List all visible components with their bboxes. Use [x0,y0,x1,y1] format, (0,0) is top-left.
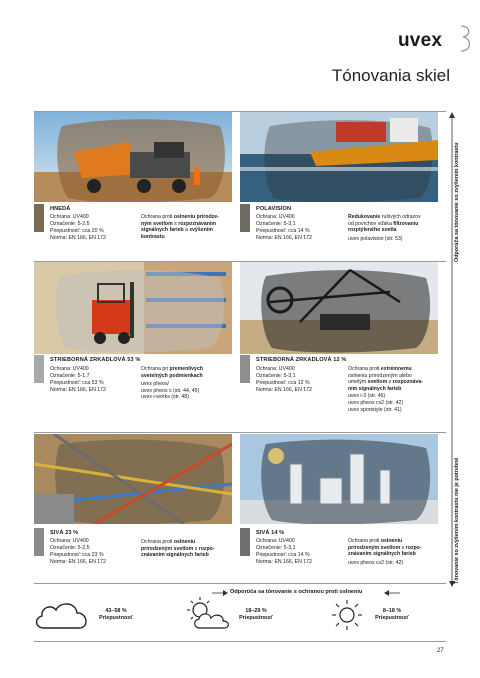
color-swatch-silver-12 [240,355,250,383]
transmission-range: 8–18 % Priepustnosť [375,608,409,621]
product-name: POLAVISION [256,206,292,212]
arrow-left-icon [384,589,400,597]
sun-cloud-icon [178,596,234,632]
photo-forklift-warehouse [34,262,232,354]
photo-refinery [240,434,438,524]
color-swatch-polavision [240,204,250,232]
divider [34,641,446,642]
color-swatch-grey-23 [34,528,44,556]
transmission-range: 18–29 % Priepustnosť [239,608,273,621]
product-reference: uvex polavision (str. 53) [348,235,403,242]
product-specs: Ochrana: UV400 Označenie: 5-3,1 Priepustnosť: cca 14 % Norma: EN 166, EN 172 [256,214,312,241]
product-reference: uvex sportstyle (str. 41) [348,406,402,413]
product-reference: uvex i-works (str. 48) [141,394,189,401]
product-description: Ochrana proti oslneniu prírodze- ným svetlom s rozpoznávaním signálnych farieb a zvýšením kontrastu [141,214,219,240]
color-swatch-silver-53 [34,355,44,383]
side-label-contrast-not-needed: Tónovanie so zvýšením kontrastu nie je potrebné [454,457,460,584]
product-name: STRIEBORNÁ ZRKADLOVÁ 53 % [50,357,141,363]
product-specs: Ochrana: UV400 Označenie: 5-2,5 Priepustnosť: cca 23 % Norma: EN 166, EN 172 [50,538,106,565]
product-reference: uvex i-3 (str. 46) [348,393,386,400]
product-description: Ochrana pri premenlivých svetelných podmienkach uvex pheos/ uvex pheos s (str. 44, 45) uvex i-works (str. 48) [141,366,233,401]
product-reference: uvex pheos/ [141,381,169,388]
product-specs: Ochrana: UV400 Označenie: 5-3,1 Priepustnosť: cca 12 % Norma: EN 166, EN 172 [256,366,312,393]
product-description: Ochrana proti oslneniu prírodzeným svetlom s rozpo- znávaním signálnych farieb uvex pheos cx2 (str. 42) [348,538,442,566]
photo-construction-truck [34,112,232,202]
product-description: Redukovanie rušivých odrazov od povrchov vďaka filtrovaniu rozptýleného svetla uvex polavision (str. 53) [348,214,440,242]
product-specs: Ochrana: UV400 Označenie: 5-1,7 Priepustnosť: cca 53 % Norma: EN 166, EN 172 [50,366,106,393]
color-swatch-brown [34,204,44,232]
product-reference: uvex pheos cx2 (str. 42) [348,559,404,566]
photo-bucket-wheel-excavator [240,262,438,354]
product-name: STRIEBORNÁ ZRKADLOVÁ 12 % [256,357,347,363]
sun-icon [330,598,364,632]
page-title: Tónovania skiel [331,66,450,85]
photo-pipe-trench [34,434,232,524]
divider [34,583,446,584]
divider [34,432,446,433]
color-swatch-grey-14 [240,528,250,556]
footer-title: Odporúča sa tónovanie s ochranou proti oslneniu [230,589,363,595]
cloud-icon [32,598,94,632]
product-reference: uvex pheos s (str. 44, 45) [141,387,200,394]
product-name: SIVÁ 23 % [50,530,79,536]
product-description: Ochrana proti oslneniu prírodzeným svetlom s rozpo- znávaním signálnych farieb [141,539,215,559]
product-specs: Ochrana: UV400 Označenie: 5-2,5 Priepustnosť: cca 20 % Norma: EN 166, EN 172 [50,214,106,241]
product-name: HNEDÁ [50,206,71,212]
product-description: Ochrana proti extrémnemu oslneniu prírodzeným alebo umelým svetlom s rozpoznáva- ním signálnych farieb uvex i-3 (str. 46) uvex pheos cx2 (str. 42) uvex sportstyle (str. 41) [348,366,440,413]
uvex-logo: uvex [398,30,443,51]
product-specs: Ochrana: UV400 Označenie: 5-3,1 Priepustnosť: cca 14 % Norma: EN 166, EN 172 [256,538,312,565]
page-number: 27 [437,648,444,654]
product-name: SIVÁ 14 % [256,530,285,536]
photo-cargo-ship [240,112,438,202]
side-label-contrast-recommended: Odporúča sa tónovanie so zvýšením kontrastu [454,142,460,262]
product-reference: uvex pheos cx2 (str. 42) [348,399,404,406]
transmission-range: 43–58 % Priepustnosť [99,608,133,621]
brand-mark-icon [455,23,475,53]
